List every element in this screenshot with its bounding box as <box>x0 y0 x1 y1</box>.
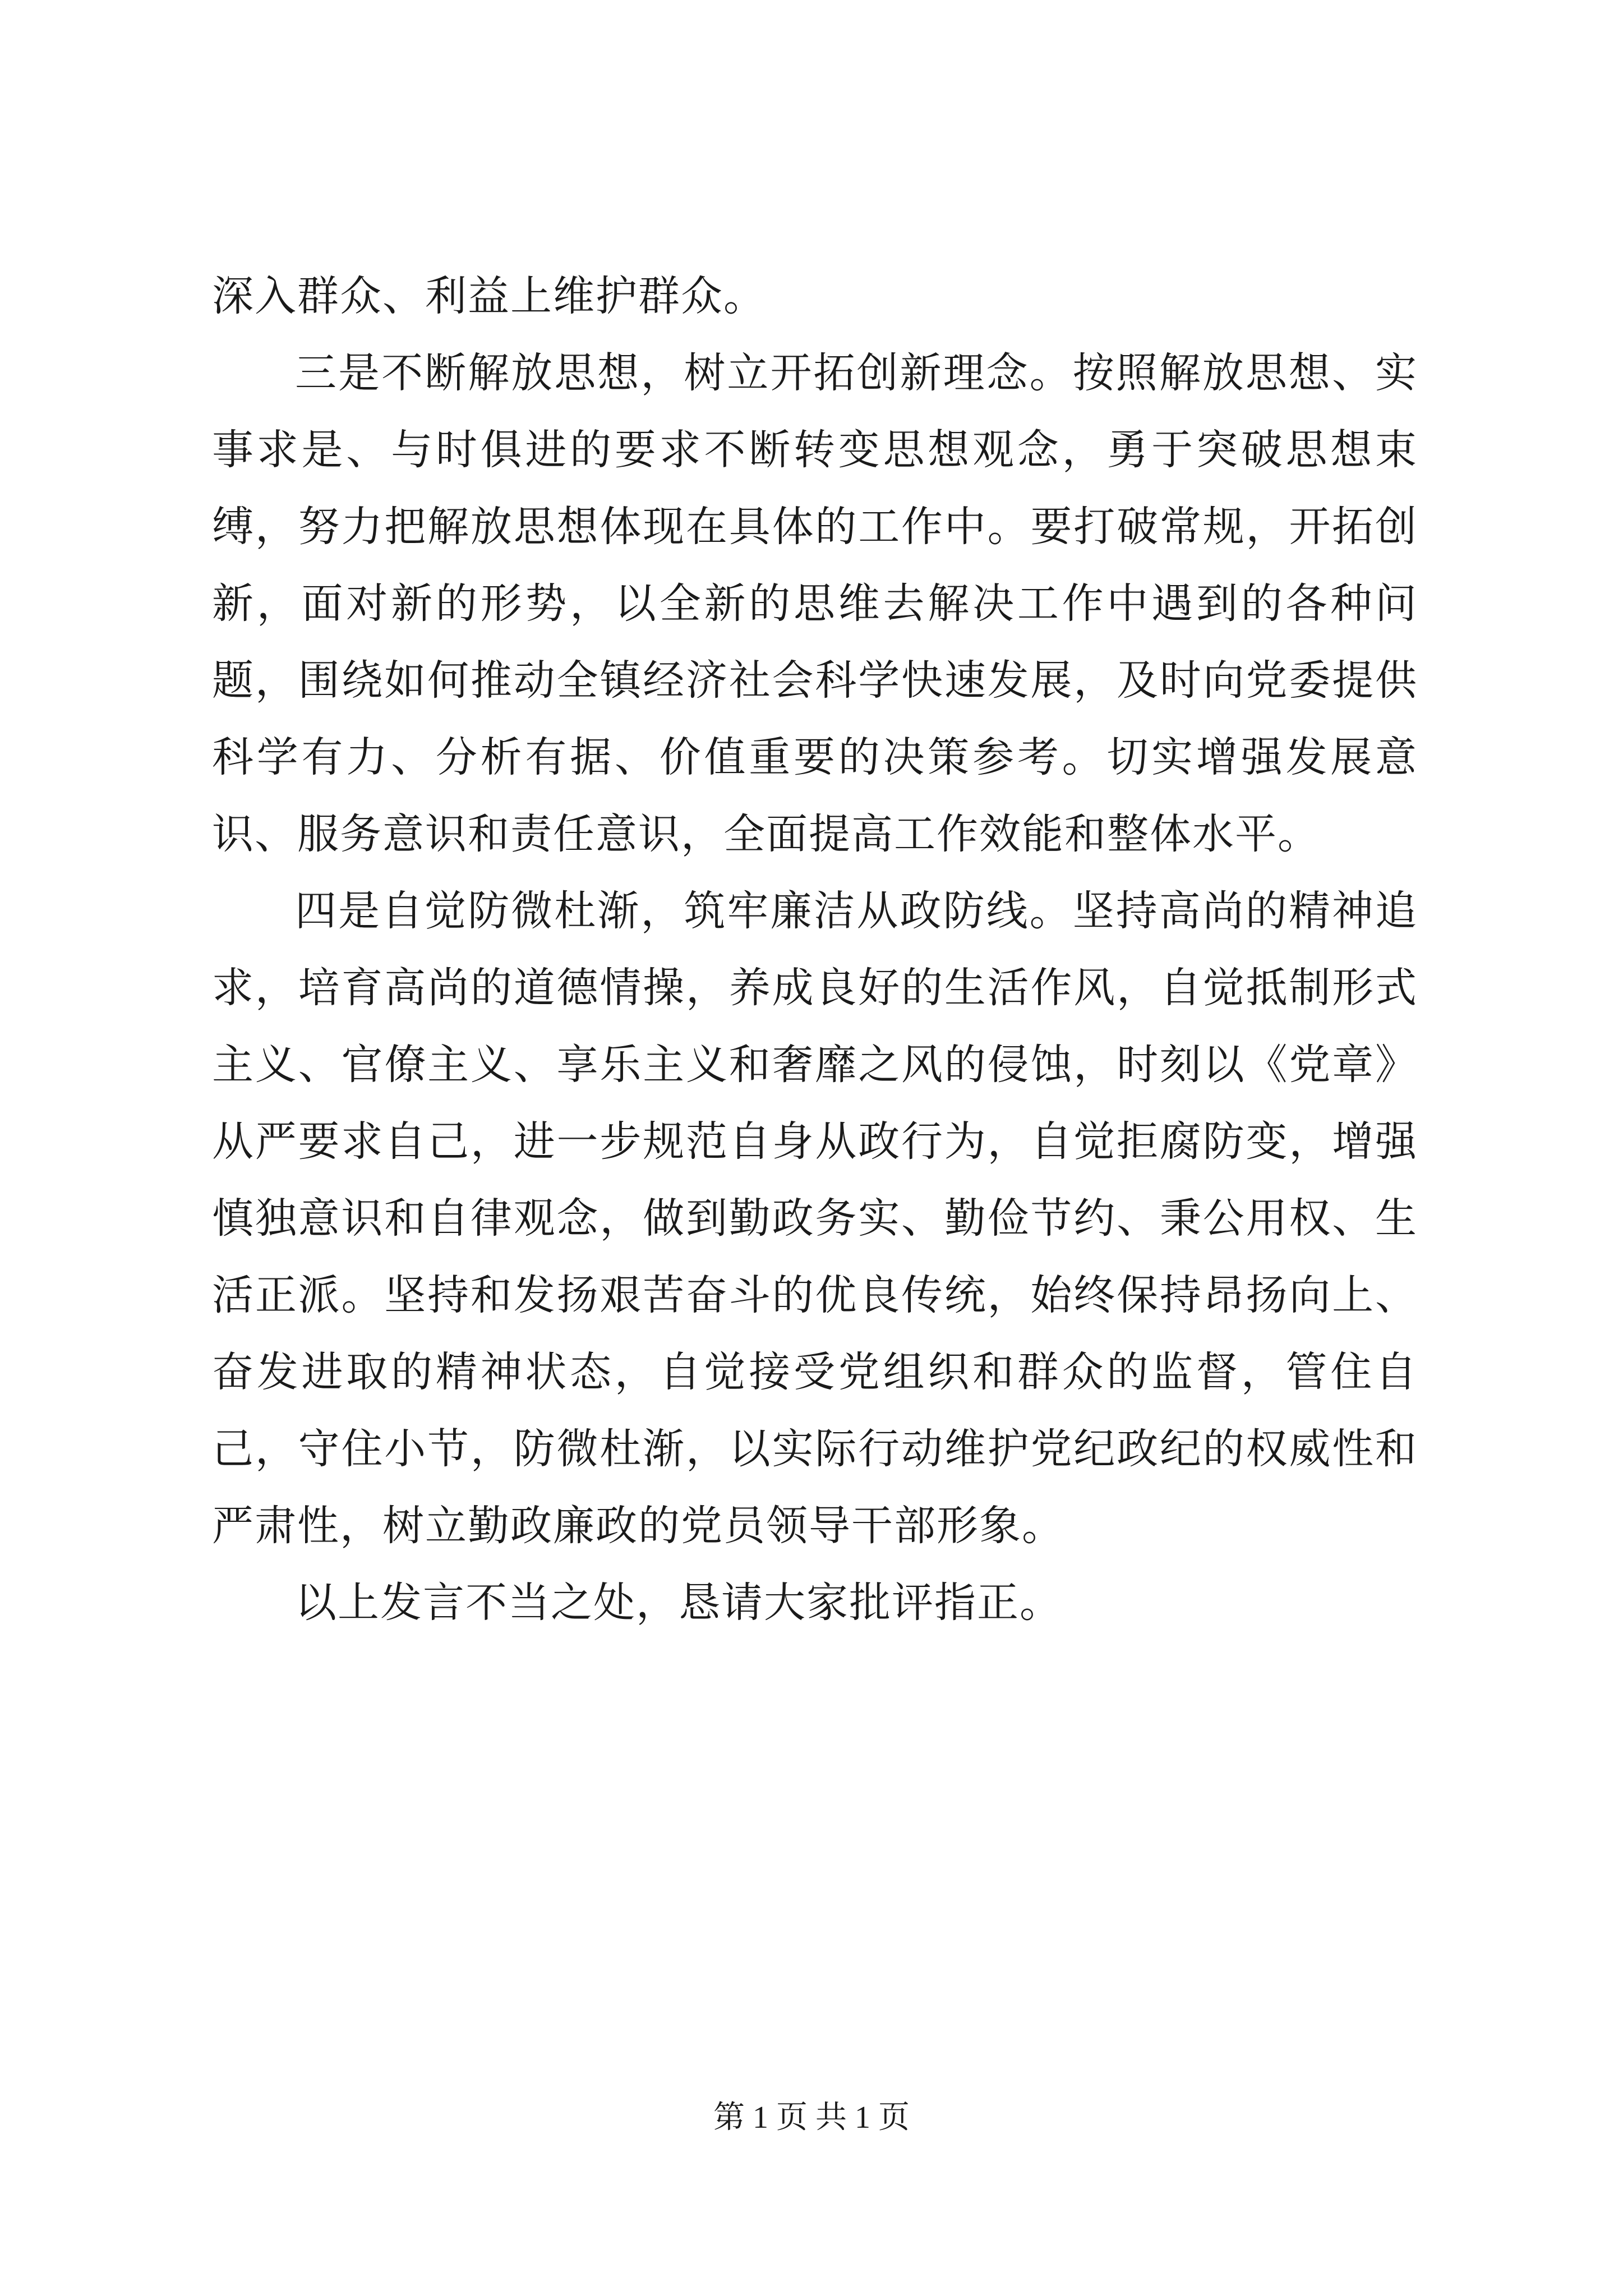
paragraph-continuation: 深入群众、利益上维护群众。 <box>212 272 766 320</box>
paragraph-closing: 以上发言不当之处，恳请大家批评指正。 <box>295 1579 1062 1627</box>
paragraph-point-four: 四是自觉防微杜渐，筑牢廉洁从政防线。坚持高尚的精神追求，培育高尚的道德情操，养成良好的生活作风，自觉抵制形式主义、官僚主义、享乐主义和奢靡之风的侵蚀，时刻以《党章》从严要求自己，进一步规范自身从政行为，自觉拒腐防变，增强慎独意识和自律观念，做到勤政务实、勤俭节约、秉公用权、生活正派。坚持和发扬艰苦奋斗的优良传统，始终保持昂扬向上、奋发进取的精神状态，自觉接受党组织和群众的监督，管住自己，守住小节，防微杜渐，以实际行动维护党纪政纪的权威性和严肃性，树立勤政廉政的党员领导干部形象。 <box>212 887 1418 1550</box>
document-body <box>212 258 1418 1641</box>
paragraph-point-three: 三是不断解放思想，树立开拓创新理念。按照解放思想、实事求是、与时俱进的要求不断转变思想观念，勇于突破思想束缚，努力把解放思想体现在具体的工作中。要打破常规，开拓创新，面对新的形势，以全新的思维去解决工作中遇到的各种问题，围绕如何推动全镇经济社会科学快速发展，及时向党委提供科学有力、分析有据、价值重要的决策参考。切实增强发展意识、服务意识和责任意识，全面提高工作效能和整体水平。 <box>212 349 1418 858</box>
page-number-footer: 第 1 页 共 1 页 <box>713 2100 910 2135</box>
